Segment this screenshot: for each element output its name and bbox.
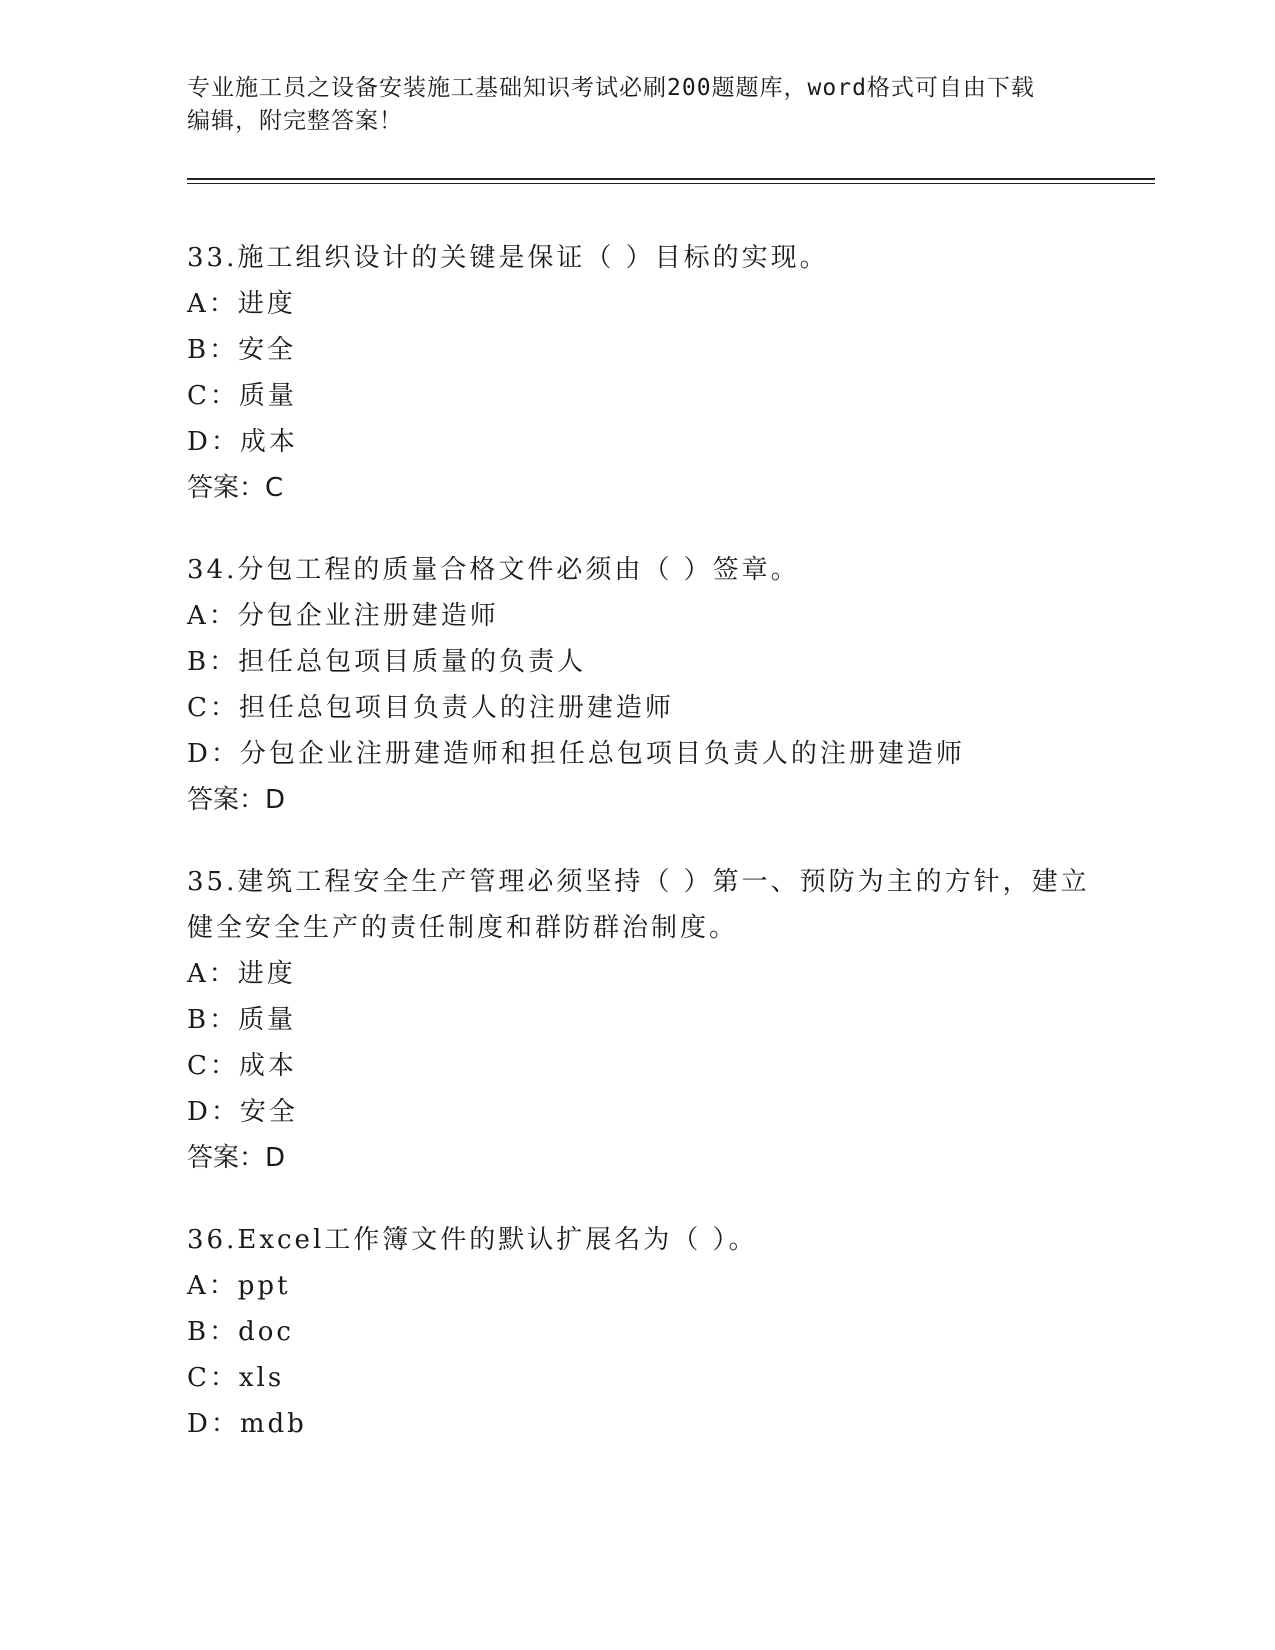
question-36 [187,1217,1107,1447]
option-c: C：担任总包项目负责人的注册建造师 [187,693,674,723]
option-b: B：担任总包项目质量的负责人 [187,647,587,677]
option-b: B：doc [187,1317,294,1347]
option-d: D：分包企业注册建造师和担任总包项目负责人的注册建造师 [187,739,965,769]
answer-line: 答案：D [187,1143,286,1173]
option-a: A：进度 [187,959,296,989]
option-c: C：成本 [187,1051,297,1081]
option-a: A：进度 [187,289,296,319]
option-d: D：mdb [187,1409,307,1439]
header-divider [187,178,1155,180]
question-stem: 34.分包工程的质量合格文件必须由（ ）签章。 [187,555,800,585]
header-line-1: 专业施工员之设备安装施工基础知识考试必刷200题题库，word格式可自由下载 [187,75,1035,101]
option-c: C：质量 [187,381,297,411]
question-34 [187,547,1107,823]
option-d: D：安全 [187,1097,298,1127]
question-stem: 35.建筑工程安全生产管理必须坚持（ ）第一、预防为主的方针，建立健全安全生产的责任制度和群防群治制度。 [187,867,1090,943]
question-33 [187,235,1107,511]
option-b: B：安全 [187,335,297,365]
question-stem: 36.Excel工作簿文件的默认扩展名为（ ）。 [187,1225,758,1255]
answer-line: 答案：D [187,785,286,815]
header-line-2: 编辑，附完整答案！ [187,108,403,134]
option-a: A：ppt [187,1271,291,1301]
answer-line: 答案：C [187,473,284,503]
option-c: C：xls [187,1363,285,1393]
option-d: D：成本 [187,427,298,457]
question-35 [187,859,1107,1181]
document-header [187,72,1087,138]
question-list [187,235,1107,1483]
header-divider-thin [187,183,1155,184]
question-stem: 33.施工组织设计的关键是保证（ ）目标的实现。 [187,243,829,273]
option-a: A：分包企业注册建造师 [187,601,499,631]
option-b: B：质量 [187,1005,297,1035]
